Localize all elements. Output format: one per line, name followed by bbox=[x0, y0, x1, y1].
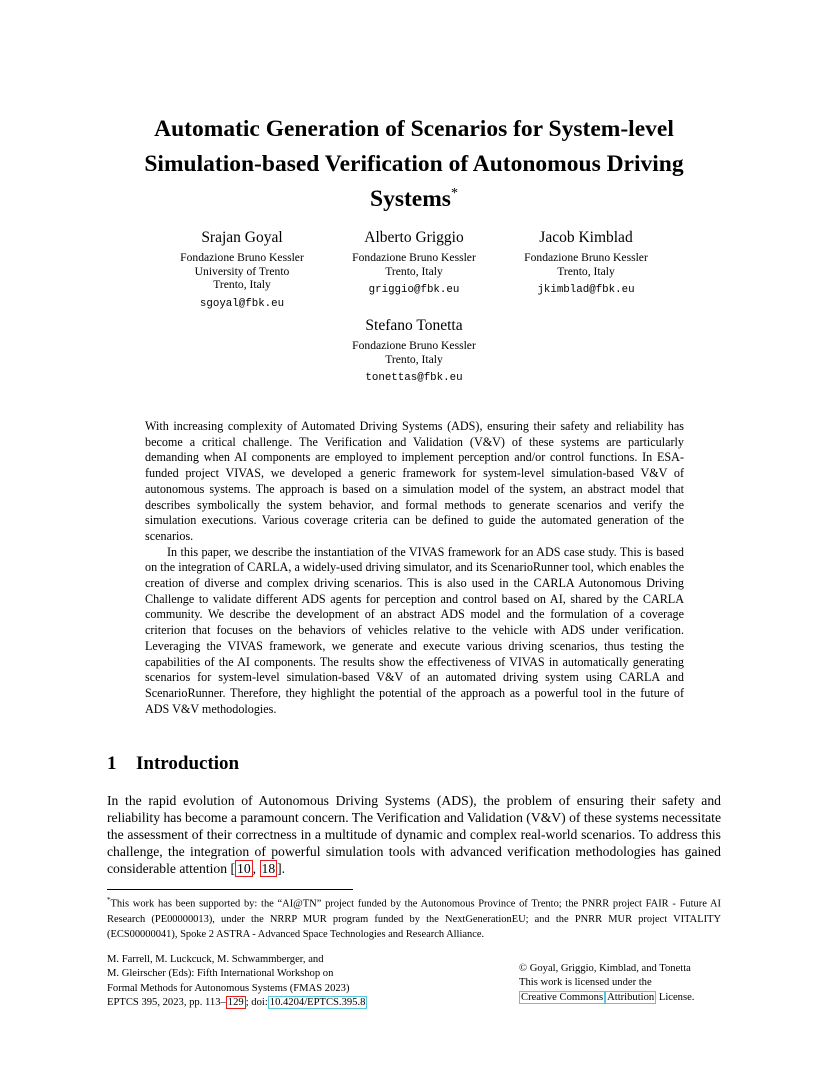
author-email: tonettas@fbk.eu bbox=[365, 372, 463, 384]
author-name: Jacob Kimblad bbox=[539, 229, 633, 246]
author-affiliation: Trento, Italy bbox=[213, 278, 271, 291]
section-title: Introduction bbox=[136, 753, 240, 774]
attribution-link[interactable]: Attribution bbox=[607, 991, 655, 1003]
title-line-2: Simulation-based Verification of Autonomous Driving bbox=[144, 151, 684, 177]
citation-link[interactable]: 10 bbox=[237, 861, 251, 877]
footnote-marker: * bbox=[107, 896, 111, 904]
author-name: Stefano Tonetta bbox=[365, 317, 463, 334]
intro-paragraph: In the rapid evolution of Autonomous Driving Systems (ADS), the problem of ensuring their safety and reliability has become a paramount concern. The Verification and Validation (V&V) of these systems necessitate the assessment of their correctness in a multitude of dynamic and complex real-world scenarios. To address this challenge, the integration of powerful simulation tools with advanced verification methodologies has gained considerable attention [ 10 , 18 ]. bbox=[107, 793, 722, 877]
paper-title bbox=[100, 112, 728, 217]
last-page-link[interactable]: 129 bbox=[227, 996, 244, 1008]
author-affiliation: Fondazione Bruno Kessler bbox=[180, 251, 304, 264]
abstract-paragraph: With increasing complexity of Automated Driving Systems (ADS), ensuring their safety and reliability has become a critical challenge. The Verification and Validation (V&V) of these systems are particularly demanding when AI components are employed to implement perception and/or control functions. In ESA-funded project VIVAS, we developed a generic framework for system-level simulation-based V&V of autonomous systems. The approach is based on a simulation model of the system, an abstract model that describes symbolically the system behavior, and formal methods to generate scenarios and verify the simulation executions. Various coverage criteria can be defined to guide the automated generation of the scenarios. bbox=[145, 419, 684, 543]
footnote-divider bbox=[107, 889, 353, 890]
author-affiliation: Trento, Italy bbox=[385, 352, 443, 366]
author-email: sgoyal@fbk.eu bbox=[199, 297, 285, 310]
author-affiliation: Trento, Italy bbox=[557, 264, 615, 278]
title-footnote-marker[interactable]: * bbox=[450, 186, 458, 202]
author-affiliation: Fondazione Bruno Kessler bbox=[352, 339, 476, 352]
venue-info: M. Farrell, M. Luckcuck, M. Schwammberger, and M. Gleirscher (Eds): Fifth International Workshop on Formal Methods for Autonomous Systems (FMAS 2023) EPTCS 395, 2023, pp. 113– 129 ; doi: 10.4204/EPTCS.395.8 bbox=[107, 954, 366, 1008]
author-name: Srajan Goyal bbox=[201, 229, 283, 246]
author-affiliation: Fondazione Bruno Kessler bbox=[352, 251, 476, 264]
section-heading bbox=[107, 752, 239, 776]
author-block bbox=[152, 228, 332, 311]
author-affiliation: Fondazione Bruno Kessler bbox=[524, 251, 648, 264]
author-block bbox=[324, 228, 504, 297]
author-block bbox=[496, 228, 676, 297]
abstract bbox=[145, 419, 684, 717]
title-line-1: Automatic Generation of Scenarios for System-level bbox=[154, 116, 674, 142]
author-name: Alberto Griggio bbox=[364, 229, 464, 246]
license-info: © Goyal, Griggio, Kimblad, and Tonetta This work is licensed under the Creative Commons Attribution License. bbox=[519, 963, 695, 1003]
title-line-3: Systems* bbox=[370, 186, 458, 212]
abstract-paragraph: In this paper, we describe the instantiation of the VIVAS framework for an ADS case study. This is based on the integration of CARLA, a widely-used driving simulator, and its ScenarioRunner tool, which enables the creation of diverse and complex driving scenarios. This is also used in the CARLA Autonomous Driving Challenge to validate different ADS agents for perception and control based on AI, shared by the CARLA community. We describe the development of an abstract ADS model and the formulation of a coverage criterion that focuses on the behaviors of vehicles relative to the vehicle with ADS under verification. Leveraging the VIVAS framework, we generate and execute various driving scenarios, thus testing the capabilities of the AI components. The results show the effectiveness of VIVAS in automatically generating scenarios for system-level simulation-based V&V of an automated driving system using CARLA and ScenarioRunner. Therefore, they highlight the potential of the approach as a powerful tool in the future of ADS V&V methodologies. bbox=[145, 544, 684, 716]
author-block bbox=[324, 316, 504, 385]
creative-commons-link[interactable]: Creative Commons bbox=[521, 991, 604, 1003]
footnote: *This work has been supported by: the “AI@TN” project funded by the Autonomous Province of Trento; the PNRR project FAIR - Future AI Research (PE00000013), under the NRRP MUR program funded by the NextGenerationEU; and the PNRR MUR project VITALITY (ECS00000041), Spoke 2 ASTRA - Advanced Space Technologies and Research Alliance. bbox=[107, 896, 721, 940]
citation-link[interactable]: 18 bbox=[261, 861, 276, 877]
author-affiliation: University of Trento bbox=[194, 264, 290, 278]
section-number: 1 bbox=[107, 753, 117, 774]
author-email: griggio@fbk.eu bbox=[368, 284, 460, 296]
author-affiliation: Trento, Italy bbox=[385, 264, 443, 278]
author-email: jkimblad@fbk.eu bbox=[537, 284, 635, 296]
doi-link[interactable]: 10.4204/EPTCS.395.8 bbox=[269, 996, 366, 1008]
